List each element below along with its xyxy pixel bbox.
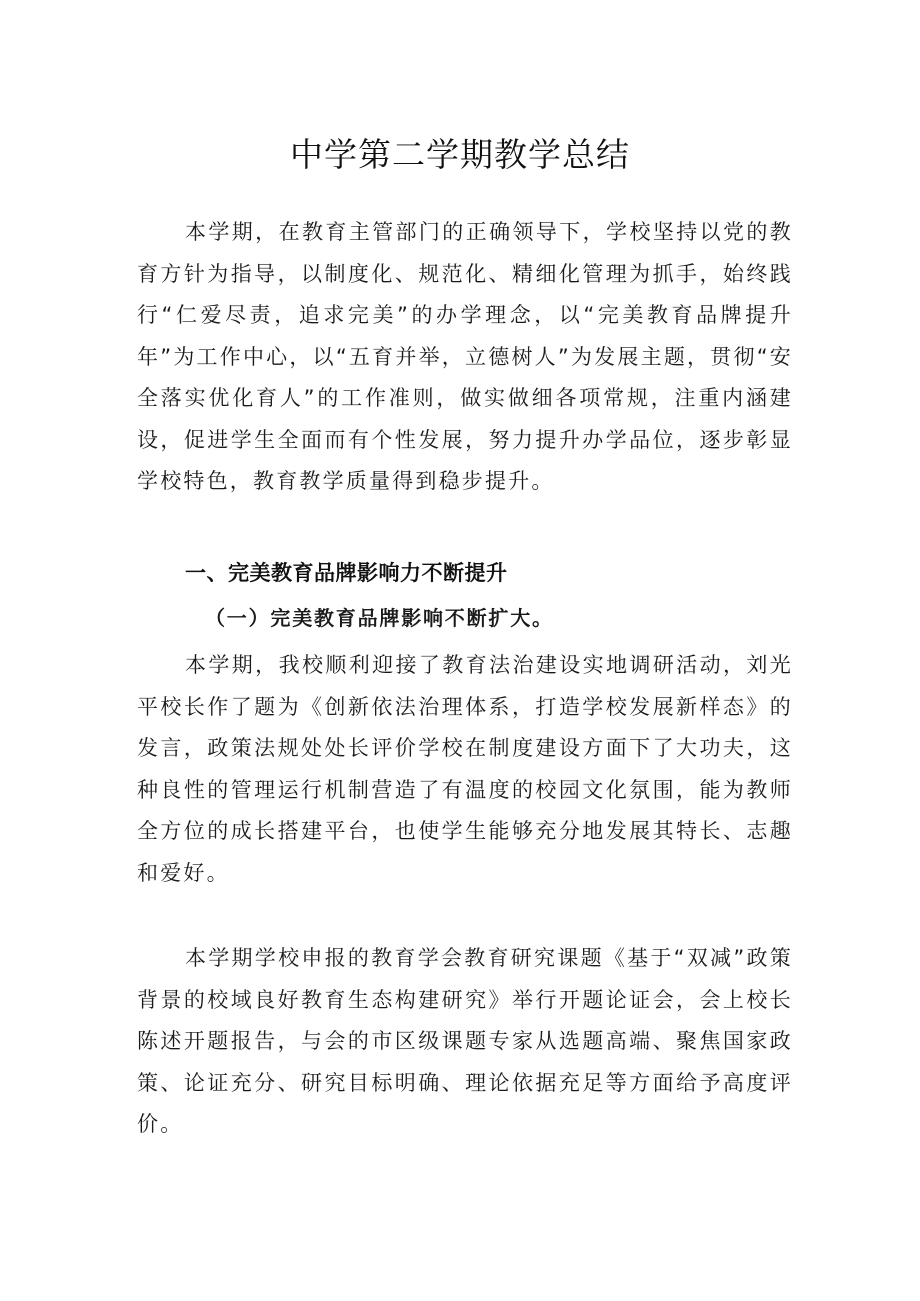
body-paragraph: 本学期学校申报的教育学会教育研究课题《基于“双减”政策背景的校域良好教育生态构建研究》举行开题论证会，会上校长陈述开题报告，与会的市区级课题专家从选题高端、聚焦国家政策、论证充分、研究目标明确、理论依据充足等方面给予高度评价。: [137, 946, 793, 1136]
document-title: 中学第二学期教学总结: [290, 135, 630, 174]
body-paragraph: 本学期，我校顺利迎接了教育法治建设实地调研活动，刘光平校长作了题为《创新依法治理体系，打造学校发展新样态》的发言，政策法规处处长评价学校在制度建设方面下了大功夫，这种良性的管理运行机制营造了有温度的校园文化氛围，能为教师全方位的成长搭建平台，也使学生能够充分地发展其特长、志趣和爱好。: [137, 653, 793, 885]
intro-paragraph: 本学期，在教育主管部门的正确领导下，学校坚持以党的教育方针为指导，以制度化、规范化、精细化管理为抓手，始终践行“仁爱尽责，追求完美”的办学理念，以“完美教育品牌提升年”为工作中心，以“五育并举，立德树人”为发展主题，贯彻“安全落实优化育人”的工作准则，做实做细各项常规，注重内涵建设，促进学生全面而有个性发展，努力提升办学品位，逐步彰显学校特色，教育教学质量得到稳步提升。: [137, 220, 793, 493]
subsection-heading: （一）完美教育品牌影响不断扩大。: [205, 606, 554, 630]
section-heading: 一、完美教育品牌影响力不断提升: [185, 561, 508, 585]
